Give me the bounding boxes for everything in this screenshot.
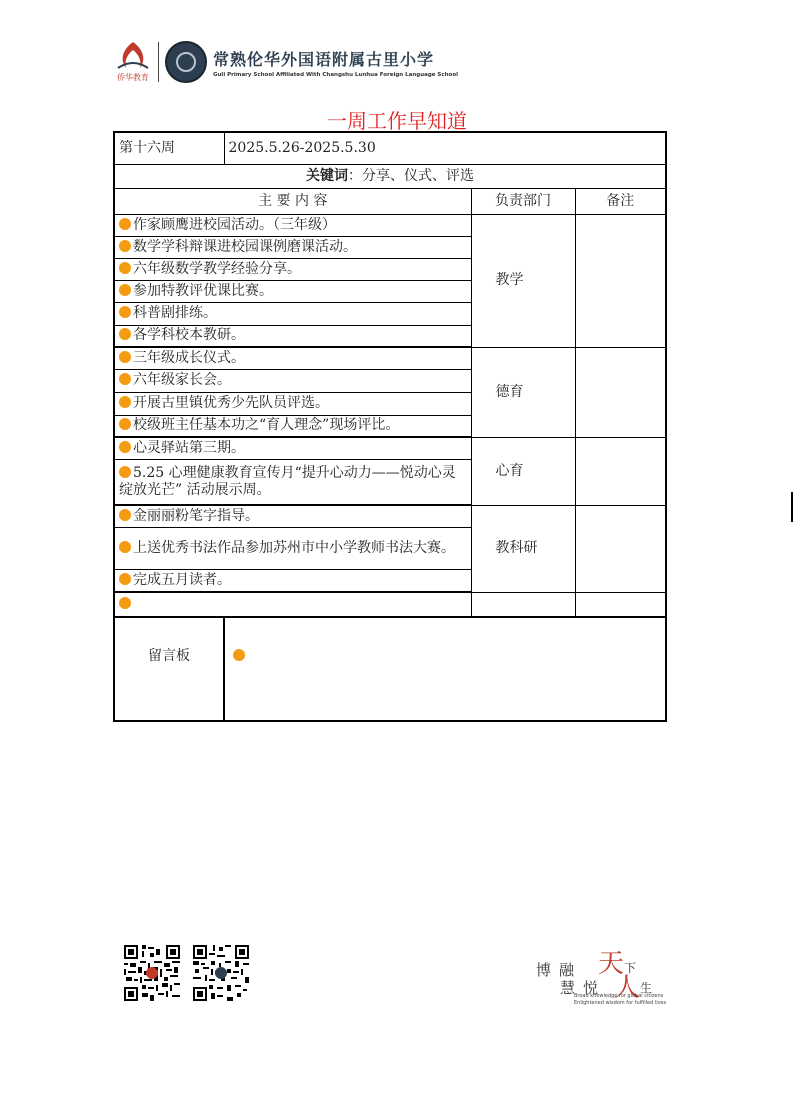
bullet-icon bbox=[119, 328, 131, 340]
motto-sheng: 生 bbox=[640, 981, 653, 995]
item-text: 金丽丽粉笔字指导。 bbox=[133, 507, 259, 524]
item-text: 心灵驿站第三期。 bbox=[133, 439, 245, 456]
item-text: 作家顾鹰进校园活动。（三年级） bbox=[133, 216, 336, 233]
col-note-header: 备注 bbox=[575, 188, 666, 214]
table-row bbox=[114, 214, 666, 236]
item-cell bbox=[114, 258, 471, 280]
dept-psych: 心育 bbox=[471, 437, 575, 505]
bullet-icon bbox=[119, 396, 131, 408]
keywords-row bbox=[114, 164, 666, 188]
motto-big1: 天 bbox=[598, 949, 625, 979]
item-cell bbox=[114, 280, 471, 302]
week-label: 第十六周 bbox=[114, 132, 224, 164]
bullet-icon bbox=[119, 240, 131, 252]
col-dept-header: 负责部门 bbox=[471, 188, 575, 214]
item-cell bbox=[114, 592, 471, 617]
bullet-icon bbox=[119, 573, 131, 585]
motto-en1: Broad knowledge for global citizens bbox=[574, 993, 664, 999]
header-divider bbox=[158, 42, 159, 82]
dept-teaching: 教学 bbox=[471, 214, 575, 347]
bullet-icon bbox=[119, 262, 131, 274]
bullet-icon bbox=[119, 597, 131, 609]
col-content-header: 主 要 内 容 bbox=[114, 188, 471, 214]
table-row bbox=[114, 437, 666, 459]
school-header bbox=[112, 38, 458, 86]
message-board-row bbox=[114, 617, 666, 721]
table-row bbox=[114, 505, 666, 527]
note-cell bbox=[575, 505, 666, 592]
item-cell bbox=[114, 325, 471, 347]
bullet-icon bbox=[119, 418, 131, 430]
brand-text: 侨华教育 bbox=[117, 73, 149, 82]
message-board-content[interactable] bbox=[224, 617, 666, 721]
week-row bbox=[114, 132, 666, 164]
bullet-icon bbox=[119, 441, 131, 453]
item-text: 完成五月读者。 bbox=[133, 571, 231, 588]
brand-logo bbox=[112, 40, 154, 84]
item-text: 校级班主任基本功之“育人理念”现场评比。 bbox=[133, 417, 400, 434]
motto-big2: 人 bbox=[614, 973, 641, 1003]
motto-row1: 博融 bbox=[536, 961, 583, 979]
item-text: 5.25 心理健康教育宣传月“提升心动力——悦动心灵 绽放光芒” 活动展示周。 bbox=[119, 464, 456, 498]
motto-xia: 下 bbox=[624, 961, 637, 975]
qr-code-2 bbox=[193, 945, 249, 1001]
bullet-icon bbox=[119, 541, 131, 553]
page-title: 一周工作早知道 bbox=[327, 109, 467, 133]
dept-cell-empty bbox=[471, 592, 575, 617]
item-text: 参加特教评优课比赛。 bbox=[133, 282, 273, 299]
item-text: 数学学科辩课进校园课例磨课活动。 bbox=[133, 238, 357, 255]
item-cell bbox=[114, 369, 471, 392]
item-cell bbox=[114, 527, 471, 569]
dept-moral: 德育 bbox=[471, 347, 575, 437]
date-range: 2025.5.26-2025.5.30 bbox=[224, 132, 666, 164]
flame-logo-icon bbox=[112, 40, 154, 72]
bullet-icon bbox=[119, 509, 131, 521]
keywords-cell bbox=[114, 164, 666, 188]
item-cell bbox=[114, 214, 471, 236]
item-cell bbox=[114, 347, 471, 369]
item-text: 六年级数学教学经验分享。 bbox=[133, 260, 301, 277]
qr-code-icon bbox=[193, 945, 249, 1001]
item-cell bbox=[114, 392, 471, 415]
bullet-icon bbox=[119, 373, 131, 385]
column-header-row bbox=[114, 188, 666, 214]
qr-code-1 bbox=[124, 945, 180, 1001]
item-cell bbox=[114, 569, 471, 592]
note-cell bbox=[575, 592, 666, 617]
message-board-label: 留言板 bbox=[114, 617, 224, 721]
dept-research: 教科研 bbox=[471, 505, 575, 592]
item-text: 三年级成长仪式。 bbox=[133, 349, 245, 366]
item-text: 上送优秀书法作品参加苏州市中小学教师书法大赛。 bbox=[133, 539, 455, 556]
weekly-schedule-table bbox=[113, 131, 667, 722]
empty-row bbox=[114, 592, 666, 617]
bullet-icon bbox=[119, 351, 131, 363]
bullet-icon bbox=[119, 306, 131, 318]
keywords-value: ：分享、仪式、评选 bbox=[348, 167, 475, 184]
school-name-en: Guli Primary School Affiliated With Changshu Lunhua Foreign Language School bbox=[213, 71, 458, 78]
motto-en2: Enlightened wisdom for fulfilled lives bbox=[574, 1000, 667, 1006]
item-cell bbox=[114, 459, 471, 505]
qr-code-icon bbox=[124, 945, 180, 1001]
keywords-label: 关键词 bbox=[306, 167, 349, 184]
item-cell bbox=[114, 236, 471, 258]
bullet-icon bbox=[119, 218, 131, 230]
bullet-icon bbox=[233, 649, 245, 661]
item-text: 开展古里镇优秀少先队员评选。 bbox=[133, 395, 329, 411]
school-name bbox=[213, 47, 458, 78]
item-text: 六年级家长会。 bbox=[133, 372, 231, 388]
scrollbar[interactable] bbox=[791, 492, 793, 522]
school-name-cn: 常熟伦华外国语附属古里小学 bbox=[213, 49, 435, 69]
table-row bbox=[114, 347, 666, 369]
note-cell bbox=[575, 214, 666, 347]
bullet-icon bbox=[119, 466, 131, 478]
item-cell bbox=[114, 415, 471, 437]
school-seal-icon bbox=[165, 41, 207, 83]
item-cell bbox=[114, 302, 471, 325]
bullet-icon bbox=[119, 284, 131, 296]
item-text: 科普剧排练。 bbox=[133, 305, 217, 321]
note-cell bbox=[575, 437, 666, 505]
motto-row2: 慧悦 bbox=[560, 979, 607, 997]
item-cell bbox=[114, 437, 471, 459]
note-cell bbox=[575, 347, 666, 437]
item-cell bbox=[114, 505, 471, 527]
school-motto bbox=[536, 943, 680, 1007]
item-text: 各学科校本教研。 bbox=[133, 327, 245, 344]
